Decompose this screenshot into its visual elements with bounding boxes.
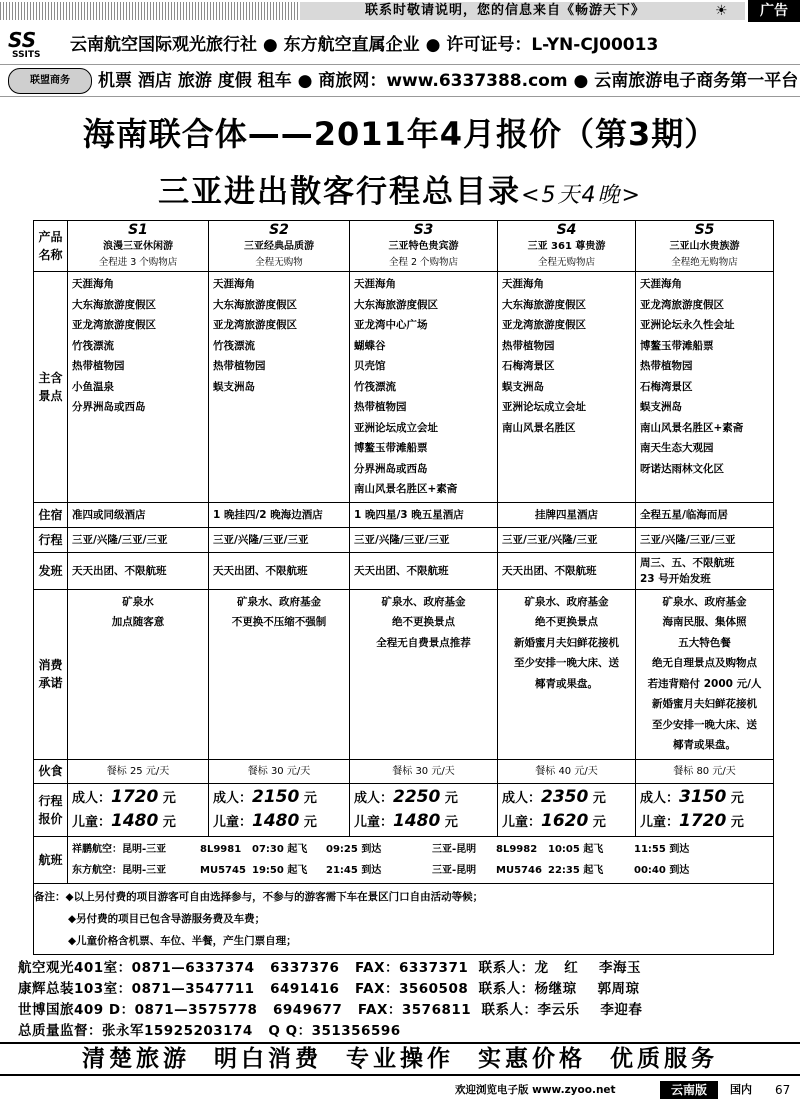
promise-list xyxy=(209,589,350,759)
spot-item: 亚龙湾旅游度假区 xyxy=(72,319,156,331)
row-label-flight: 航班 xyxy=(34,836,68,883)
stay-cell: 1 晚四星/3 晚五星酒店 xyxy=(350,502,498,527)
flight-airline: 祥鹏航空：昆明-三亚 xyxy=(72,843,167,855)
spot-item: 蝴蝶谷 xyxy=(354,339,386,352)
product-name: 浪漫三亚休闲游 xyxy=(68,239,209,255)
product-code: S4 xyxy=(498,221,636,240)
spot-item: 亚洲论坛成立会址 xyxy=(502,401,586,413)
product-name: 三亚山水贵族游 xyxy=(636,239,774,255)
meal-cell: 餐标 80 元/天 xyxy=(636,759,774,783)
note-item: ◆儿童价格含机票、车位、半餐，产生门票自理； xyxy=(68,934,297,947)
stay-cell: 1 晚挂四/2 晚海边酒店 xyxy=(209,502,350,527)
product-code: S3 xyxy=(350,221,498,240)
product-code: S2 xyxy=(209,221,350,240)
website-link[interactable]: 欢迎浏览电子版 www.zyoo.net xyxy=(455,1084,616,1096)
spot-item: 小鱼温泉 xyxy=(72,380,114,393)
spot-item: 热带植物园 xyxy=(213,360,266,372)
yuan-label: 元 xyxy=(730,790,744,806)
adult-price-value: 1720 xyxy=(111,786,159,807)
route-cell: 三亚/兴隆/三亚/三亚 xyxy=(68,527,209,552)
spot-item: 天涯海角 xyxy=(72,278,114,290)
promise-item: 椰青或果盘。 xyxy=(673,739,736,751)
shopping-info: 全程无购物店 xyxy=(498,255,636,272)
row-label-spots: 主含景点 xyxy=(34,272,68,503)
promise-list xyxy=(636,589,774,759)
adult-price xyxy=(640,786,769,810)
spot-item: 博鳌玉带滩船票 xyxy=(640,339,714,352)
spot-item: 竹筏漂流 xyxy=(72,339,114,352)
spot-item: 蜈支洲岛 xyxy=(640,401,682,413)
company-line: 云南航空国际观光旅行社 ● 东方航空直属企业 ● 许可证号：L-YN-CJ00013 xyxy=(70,35,659,55)
flight-depart: 22:35 起飞 xyxy=(548,864,604,876)
child-price xyxy=(502,810,631,834)
yuan-label: 元 xyxy=(592,814,606,830)
spot-item: 南天生态大观园 xyxy=(640,442,714,454)
page-footer xyxy=(0,1080,800,1100)
product-code-row xyxy=(34,221,774,240)
company-logo xyxy=(8,30,66,60)
adult-price xyxy=(354,786,493,810)
region-label: 国内 xyxy=(730,1083,752,1096)
spot-item: 亚龙湾旅游度假区 xyxy=(640,298,724,311)
flight-row xyxy=(34,836,774,883)
logo-sub: SSITS xyxy=(12,50,41,60)
spot-item: 大东海旅游度假区 xyxy=(213,298,297,311)
sub-title-text: 三亚进出散客行程总目录 xyxy=(158,174,522,210)
shopping-row xyxy=(34,255,774,272)
divider xyxy=(0,64,800,65)
child-price-value: 1480 xyxy=(252,810,300,831)
spot-item: 贝壳馆 xyxy=(354,360,386,372)
notes-cell xyxy=(34,883,774,954)
ad-label: 广告 xyxy=(748,0,800,22)
promise-item: 加点随客意 xyxy=(111,616,165,628)
spots-list xyxy=(68,272,209,503)
spot-item: 蜈支洲岛 xyxy=(502,380,544,393)
flight-cell xyxy=(68,836,774,883)
child-price-value: 1620 xyxy=(541,810,589,831)
spot-item: 热带植物园 xyxy=(640,360,693,372)
spot-item: 热带植物园 xyxy=(502,339,555,352)
spots-list xyxy=(209,272,350,503)
note-item xyxy=(34,886,769,908)
promise-row xyxy=(34,589,774,759)
child-label: 儿童： xyxy=(72,814,112,830)
main-title: 海南联合体——2011年4月报价（第3期） xyxy=(82,115,718,153)
child-price-value: 1480 xyxy=(393,810,441,831)
price-cell xyxy=(209,783,350,836)
contact-notice: 联系时敬请说明，您的信息来自《畅游天下》 xyxy=(300,2,745,20)
flight-line xyxy=(72,839,769,860)
row-label-price: 行程报价 xyxy=(34,783,68,836)
flight-arrive: 09:25 到达 xyxy=(326,843,382,855)
spot-item: 亚龙湾旅游度假区 xyxy=(213,319,297,331)
spot-item: 南山风景名胜区 xyxy=(502,421,576,434)
spot-item: 石梅湾景区 xyxy=(502,360,555,372)
product-code: S1 xyxy=(68,221,209,240)
flight-arrive: 21:45 到达 xyxy=(326,864,382,876)
yuan-label: 元 xyxy=(303,790,317,806)
promise-item: 绝不更换景点 xyxy=(392,616,455,628)
spot-item: 南山风景名胜区+素斋 xyxy=(640,421,744,434)
price-cell xyxy=(350,783,498,836)
adult-price-value: 2350 xyxy=(541,786,589,807)
promise-list xyxy=(498,589,636,759)
child-label: 儿童： xyxy=(502,814,542,830)
product-name: 三亚经典品质游 xyxy=(209,239,350,255)
promise-list xyxy=(350,589,498,759)
divider xyxy=(0,96,800,97)
promise-item: 绝不更换景点 xyxy=(535,616,598,628)
contact-block xyxy=(18,958,798,1042)
note-text: ◆以上另付费的项目游客可自由选择参与，不参与的游客需下车在景区门口自由活动等候； xyxy=(65,890,484,903)
depart-cell: 天天出团、不限航班 xyxy=(498,552,636,589)
company-header xyxy=(0,26,800,98)
flight-arrive: 11:55 到达 xyxy=(634,843,690,855)
spots-list xyxy=(498,272,636,503)
page-number: 67 xyxy=(775,1083,791,1097)
row-label-depart: 发班 xyxy=(34,552,68,589)
promise-item: 新婚蜜月夫妇鲜花接机 xyxy=(514,636,619,649)
spot-item: 亚洲论坛成立会址 xyxy=(354,421,438,434)
adult-price-value: 2150 xyxy=(252,786,300,807)
child-price-value: 1480 xyxy=(111,810,159,831)
route-row xyxy=(34,527,774,552)
adult-price xyxy=(72,786,204,810)
child-price-value: 1720 xyxy=(679,810,727,831)
promise-item: 新婚蜜月夫妇鲜花接机 xyxy=(652,698,757,710)
stay-row xyxy=(34,502,774,527)
flight-line xyxy=(72,860,769,881)
product-code: S5 xyxy=(636,221,774,240)
spot-item: 热带植物园 xyxy=(72,360,125,372)
promise-item: 海南民服、集体照 xyxy=(662,616,747,628)
edition-badge: 云南版 xyxy=(660,1081,718,1099)
spot-item: 大东海旅游度假区 xyxy=(502,298,586,311)
child-price xyxy=(213,810,345,834)
promise-item: 至少安排一晚大床、送 xyxy=(652,718,757,731)
spot-item: 南山风景名胜区+素斋 xyxy=(354,483,458,495)
spot-item: 天涯海角 xyxy=(502,278,544,290)
promise-item: 不更换不压缩不强制 xyxy=(231,616,327,628)
adult-label: 成人： xyxy=(502,790,542,806)
row-label-stay: 住宿 xyxy=(34,502,68,527)
shopping-info: 全程进 3 个购物店 xyxy=(68,255,209,272)
adult-price-value: 2250 xyxy=(393,786,441,807)
child-label: 儿童： xyxy=(213,814,253,830)
spot-item: 竹筏漂流 xyxy=(213,339,255,352)
flight-return: 三亚-昆明 xyxy=(432,864,477,876)
spot-item: 大东海旅游度假区 xyxy=(354,298,438,311)
spots-list xyxy=(350,272,498,503)
product-name: 三亚特色贵宾游 xyxy=(350,239,498,255)
yuan-label: 元 xyxy=(730,814,744,830)
spot-item: 大东海旅游度假区 xyxy=(72,298,156,311)
spot-item: 石梅湾景区 xyxy=(640,380,693,393)
shopping-info: 全程 2 个购物店 xyxy=(350,255,498,272)
hatch-pattern xyxy=(0,2,300,20)
spot-item: 蜈支洲岛 xyxy=(213,380,255,393)
meal-cell: 餐标 30 元/天 xyxy=(350,759,498,783)
price-cell xyxy=(68,783,209,836)
flight-return: 三亚-昆明 xyxy=(432,843,477,855)
depart-cell: 周三、五、不限航班 23 号开始发班 xyxy=(636,552,774,589)
yuan-label: 元 xyxy=(592,790,606,806)
promise-item: 矿泉水、政府基金 xyxy=(524,595,609,608)
row-label-route: 行程 xyxy=(34,527,68,552)
depart-cell: 天天出团、不限航班 xyxy=(209,552,350,589)
sun-icon: ☀ xyxy=(715,3,728,19)
meal-row xyxy=(34,759,774,783)
notes-label: 备注： xyxy=(34,890,66,903)
row-label-meal: 伙食 xyxy=(34,759,68,783)
contact-line: 世博国旅409 D：0871—3575778 6949677 FAX：3576811 联系人：李云乐 李迎春 xyxy=(18,1002,643,1018)
contact-line: 康辉总装103室：0871—3547711 6491416 FAX：3560508 联系人：杨继琼 郭周琼 xyxy=(18,981,640,997)
depart-row xyxy=(34,552,774,589)
alliance-logo: 联盟商务 xyxy=(8,68,92,94)
row-label-product: 产品名称 xyxy=(34,221,68,272)
spot-item: 天涯海角 xyxy=(640,278,682,290)
yuan-label: 元 xyxy=(162,790,176,806)
stay-cell: 全程五星/临海而居 xyxy=(636,502,774,527)
yuan-label: 元 xyxy=(162,814,176,830)
product-name: 三亚 361 尊贵游 xyxy=(498,239,636,255)
promise-item: 绝无自理景点及购物点 xyxy=(652,657,757,669)
meal-cell: 餐标 25 元/天 xyxy=(68,759,209,783)
flight-depart: 07:30 起飞 xyxy=(252,843,308,855)
promise-list xyxy=(68,589,209,759)
promise-item: 全程无自费景点推荐 xyxy=(376,636,471,649)
flight-number: MU5746 xyxy=(496,864,542,876)
stay-cell: 准四或同级酒店 xyxy=(68,502,209,527)
meal-cell: 餐标 30 元/天 xyxy=(209,759,350,783)
adult-label: 成人： xyxy=(354,790,394,806)
spot-item: 天涯海角 xyxy=(213,278,255,290)
contact-line: 航空观光401室：0871—6337374 6337376 FAX：6337371 联系人：龙 红 李海玉 xyxy=(18,960,642,976)
promise-item: 矿泉水、政府基金 xyxy=(662,595,747,608)
spots-list xyxy=(636,272,774,503)
meal-cell: 餐标 40 元/天 xyxy=(498,759,636,783)
depart-cell: 天天出团、不限航班 xyxy=(350,552,498,589)
route-cell: 三亚/三亚/兴隆/三亚 xyxy=(498,527,636,552)
adult-price-value: 3150 xyxy=(679,786,727,807)
flight-number: 8L9981 xyxy=(200,843,242,855)
sub-title xyxy=(0,170,800,218)
child-price xyxy=(640,810,769,834)
flight-depart: 10:05 起飞 xyxy=(548,843,604,855)
promise-item: 矿泉水、政府基金 xyxy=(237,595,321,608)
adult-label: 成人： xyxy=(72,790,112,806)
spot-item: 亚龙湾旅游度假区 xyxy=(502,319,586,331)
flight-airline: 东方航空：昆明-三亚 xyxy=(72,864,167,876)
sub-title-duration: <5天4晚> xyxy=(521,183,642,208)
child-label: 儿童： xyxy=(354,814,394,830)
route-cell: 三亚/兴隆/三亚/三亚 xyxy=(636,527,774,552)
stay-cell: 挂牌四星酒店 xyxy=(498,502,636,527)
spot-item: 亚龙湾中心广场 xyxy=(354,319,428,331)
shopping-info: 全程绝无购物店 xyxy=(636,255,774,272)
depart-cell: 天天出团、不限航班 xyxy=(68,552,209,589)
yuan-label: 元 xyxy=(303,814,317,830)
notes-row xyxy=(34,883,774,954)
adult-label: 成人： xyxy=(640,790,680,806)
services-line: 机票 酒店 旅游 度假 租车 ● 商旅网：www.6337388.com ● 云南旅游电子商务第一平台 xyxy=(98,71,799,91)
promise-item: 至少安排一晚大床、送 xyxy=(514,657,619,669)
spot-item: 竹筏漂流 xyxy=(354,380,396,393)
yuan-label: 元 xyxy=(444,790,458,806)
spot-item: 亚洲论坛永久性会址 xyxy=(640,319,735,331)
top-notice-strip xyxy=(0,0,800,22)
route-cell: 三亚/兴隆/三亚/三亚 xyxy=(209,527,350,552)
flight-number: 8L9982 xyxy=(496,843,538,855)
promise-item: 矿泉水 xyxy=(122,595,154,608)
spot-item: 博鳌玉带滩船票 xyxy=(354,442,428,454)
logo-mark: SS xyxy=(8,28,37,52)
price-row xyxy=(34,783,774,836)
spot-item: 热带植物园 xyxy=(354,401,407,413)
spots-row xyxy=(34,272,774,503)
spot-item: 呀诺达雨林文化区 xyxy=(640,462,724,475)
spot-item: 天涯海角 xyxy=(354,278,396,290)
child-price xyxy=(354,810,493,834)
child-price xyxy=(72,810,204,834)
slogan-banner: 清楚旅游 明白消费 专业操作 实惠价格 优质服务 xyxy=(0,1042,800,1076)
adult-label: 成人： xyxy=(213,790,253,806)
shopping-info: 全程无购物 xyxy=(209,255,350,272)
flight-number: MU5745 xyxy=(200,864,246,876)
child-label: 儿童： xyxy=(640,814,680,830)
price-cell xyxy=(498,783,636,836)
spot-item: 分界洲岛或西岛 xyxy=(72,401,146,413)
contact-line: 总质量监督：张永军15925203174 Q Q：351356596 xyxy=(18,1023,401,1039)
flight-depart: 19:50 起飞 xyxy=(252,864,308,876)
promise-item: 五大特色餐 xyxy=(678,636,731,649)
promise-item: 椰青或果盘。 xyxy=(535,677,598,690)
promise-item: 矿泉水、政府基金 xyxy=(381,595,466,608)
flight-arrive: 00:40 到达 xyxy=(634,864,690,876)
route-cell: 三亚/兴隆/三亚/三亚 xyxy=(350,527,498,552)
row-label-promise: 消费承诺 xyxy=(34,589,68,759)
adult-price xyxy=(502,786,631,810)
spot-item: 分界洲岛或西岛 xyxy=(354,462,428,475)
itinerary-table xyxy=(33,220,774,955)
note-item: ◆另付费的项目已包含导游服务费及车费； xyxy=(68,912,266,925)
promise-item: 若违背赔付 2000 元/人 xyxy=(647,677,762,690)
adult-price xyxy=(213,786,345,810)
price-cell xyxy=(636,783,774,836)
yuan-label: 元 xyxy=(444,814,458,830)
product-name-row xyxy=(34,239,774,255)
